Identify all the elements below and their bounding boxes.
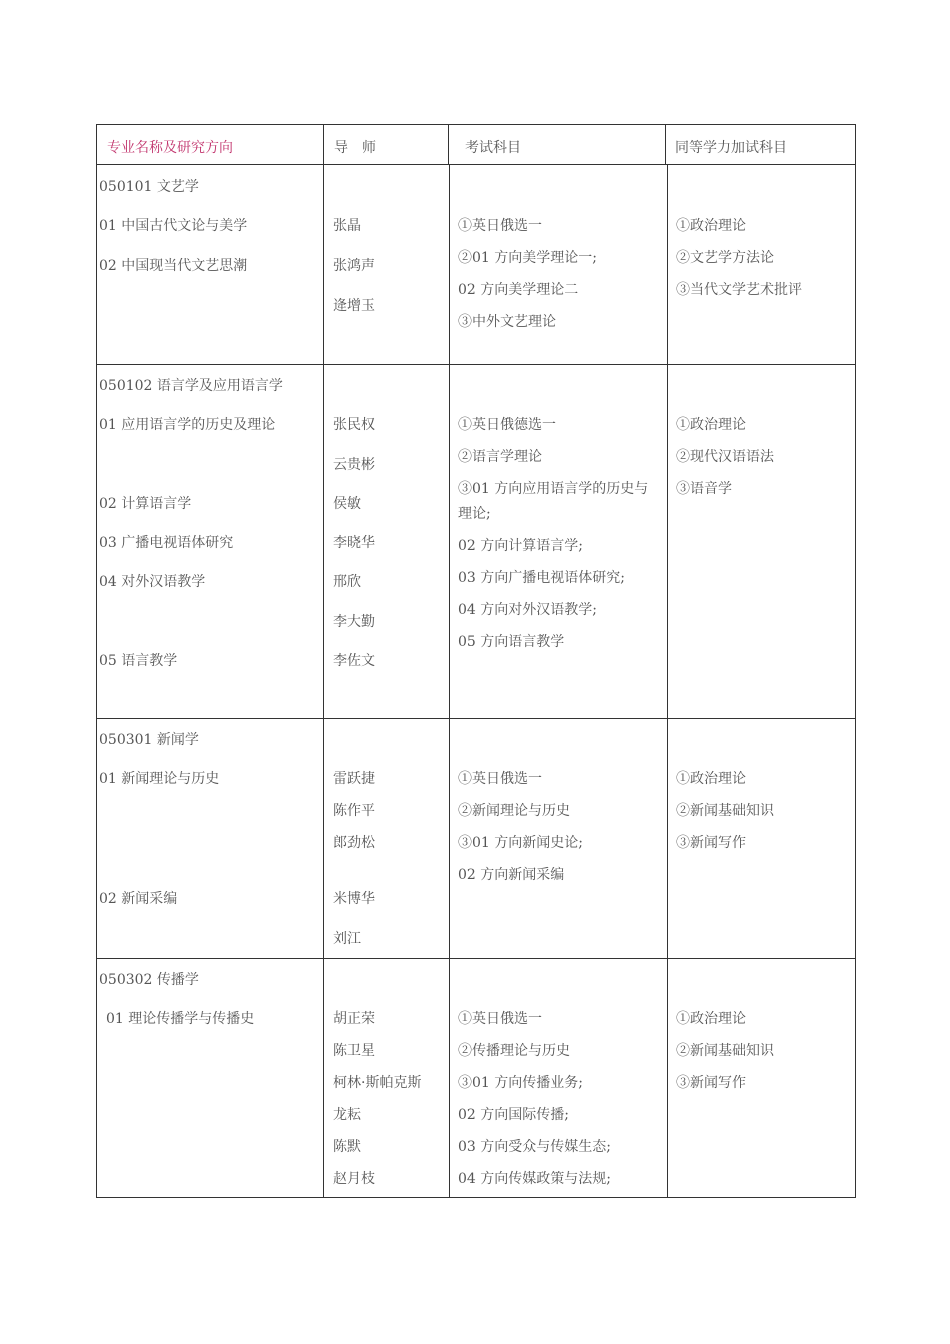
exam-subject: ③01 方向应用语言学的历史与理论;	[458, 481, 649, 522]
exam-subject: 05 方向语言教学	[458, 634, 565, 650]
exam-subject: ①英日俄德选一	[458, 417, 556, 433]
program-table	[96, 124, 856, 1198]
exam-subject: 03 方向受众与传媒生态;	[458, 1139, 611, 1155]
table-row	[97, 164, 855, 364]
advisor: 龙耘	[333, 1107, 361, 1123]
advisor-cell	[323, 959, 449, 1197]
exam-subject: ①英日俄选一	[458, 1011, 542, 1027]
advisor: 李大勤	[333, 614, 375, 630]
advisor: 张民权	[333, 417, 375, 433]
direction: 01 新闻理论与历史	[99, 771, 220, 787]
exam-subject: ②语言学理论	[458, 449, 542, 465]
advisor-cell	[323, 719, 449, 958]
major-name: 050101 文艺学	[99, 179, 199, 195]
extra-subject: ②文艺学方法论	[676, 250, 774, 266]
header-extra: 同等学力加试科目	[665, 125, 855, 164]
advisor-cell	[323, 365, 449, 718]
exam-cell	[449, 165, 667, 364]
exam-subject: 03 方向广播电视语体研究;	[458, 570, 625, 586]
exam-subject: ③01 方向新闻史论;	[458, 835, 583, 851]
extra-subject: ②新闻基础知识	[676, 803, 774, 819]
direction: 03 广播电视语体研究	[99, 535, 234, 551]
advisor: 柯林·斯帕克斯	[333, 1075, 422, 1091]
advisor: 逄增玉	[333, 298, 375, 314]
major-name: 050302 传播学	[99, 972, 199, 988]
extra-cell	[667, 959, 855, 1197]
extra-subject: ①政治理论	[676, 218, 746, 234]
exam-subject: 04 方向对外汉语教学;	[458, 602, 597, 618]
exam-subject: ③01 方向传播业务;	[458, 1075, 583, 1091]
direction: 04 对外汉语教学	[99, 574, 206, 590]
advisor: 赵月枝	[333, 1171, 375, 1187]
exam-subject: ②新闻理论与历史	[458, 803, 570, 819]
major-cell	[97, 365, 323, 718]
table-row	[97, 958, 855, 1197]
advisor: 侯敏	[333, 496, 361, 512]
advisor: 陈作平	[333, 803, 375, 819]
exam-subject: 02 方向国际传播;	[458, 1107, 569, 1123]
major-name: 050102 语言学及应用语言学	[99, 378, 283, 394]
exam-subject: 02 方向计算语言学;	[458, 538, 583, 554]
extra-subject: ①政治理论	[676, 417, 746, 433]
advisor: 郎劲松	[333, 835, 375, 851]
direction: 02 中国现当代文艺思潮	[99, 258, 248, 274]
extra-subject: ③当代文学艺术批评	[676, 282, 802, 298]
advisor: 邢欣	[333, 574, 361, 590]
header-exam: 考试科目	[448, 125, 665, 164]
extra-subject: ③新闻写作	[676, 835, 746, 851]
advisor: 陈卫星	[333, 1043, 375, 1059]
extra-cell	[667, 365, 855, 718]
advisor: 李佐文	[333, 653, 375, 669]
exam-subject: 02 方向新闻采编	[458, 867, 565, 883]
exam-cell	[449, 719, 667, 958]
header-advisor: 导 师	[323, 125, 448, 164]
table-row	[97, 364, 855, 718]
advisor: 刘江	[333, 931, 361, 947]
advisor: 胡正荣	[333, 1011, 375, 1027]
extra-subject: ③语音学	[676, 481, 732, 497]
direction: 01 理论传播学与传播史	[106, 1011, 255, 1027]
extra-cell	[667, 719, 855, 958]
extra-subject: ①政治理论	[676, 1011, 746, 1027]
direction: 02 计算语言学	[99, 496, 192, 512]
extra-subject: ②新闻基础知识	[676, 1043, 774, 1059]
major-cell	[97, 959, 323, 1197]
table-row	[97, 718, 855, 958]
advisor: 米博华	[333, 891, 375, 907]
exam-subject: 02 方向美学理论二	[458, 282, 579, 298]
exam-subject: ①英日俄选一	[458, 771, 542, 787]
advisor: 雷跃捷	[333, 771, 375, 787]
extra-subject: ③新闻写作	[676, 1075, 746, 1091]
exam-cell	[449, 365, 667, 718]
advisor: 李晓华	[333, 535, 375, 551]
major-cell	[97, 165, 323, 364]
extra-subject: ①政治理论	[676, 771, 746, 787]
direction: 01 中国古代文论与美学	[99, 218, 248, 234]
advisor: 云贵彬	[333, 457, 375, 473]
table-header-row	[97, 125, 855, 164]
exam-subject: ②传播理论与历史	[458, 1043, 570, 1059]
exam-subject: ③中外文艺理论	[458, 314, 556, 330]
major-name: 050301 新闻学	[99, 732, 199, 748]
direction: 05 语言教学	[99, 653, 178, 669]
exam-cell	[449, 959, 667, 1197]
header-major: 专业名称及研究方向	[107, 140, 233, 156]
advisor: 张晶	[333, 218, 361, 234]
advisor: 张鸿声	[333, 258, 375, 274]
exam-subject: ①英日俄选一	[458, 218, 542, 234]
direction: 02 新闻采编	[99, 891, 178, 907]
exam-subject: 04 方向传媒政策与法规;	[458, 1171, 611, 1187]
direction: 01 应用语言学的历史及理论	[99, 417, 276, 433]
advisor: 陈默	[333, 1139, 361, 1155]
extra-subject: ②现代汉语语法	[676, 449, 774, 465]
advisor-cell	[323, 165, 449, 364]
major-cell	[97, 719, 323, 958]
extra-cell	[667, 165, 855, 364]
exam-subject: ②01 方向美学理论一;	[458, 250, 597, 266]
